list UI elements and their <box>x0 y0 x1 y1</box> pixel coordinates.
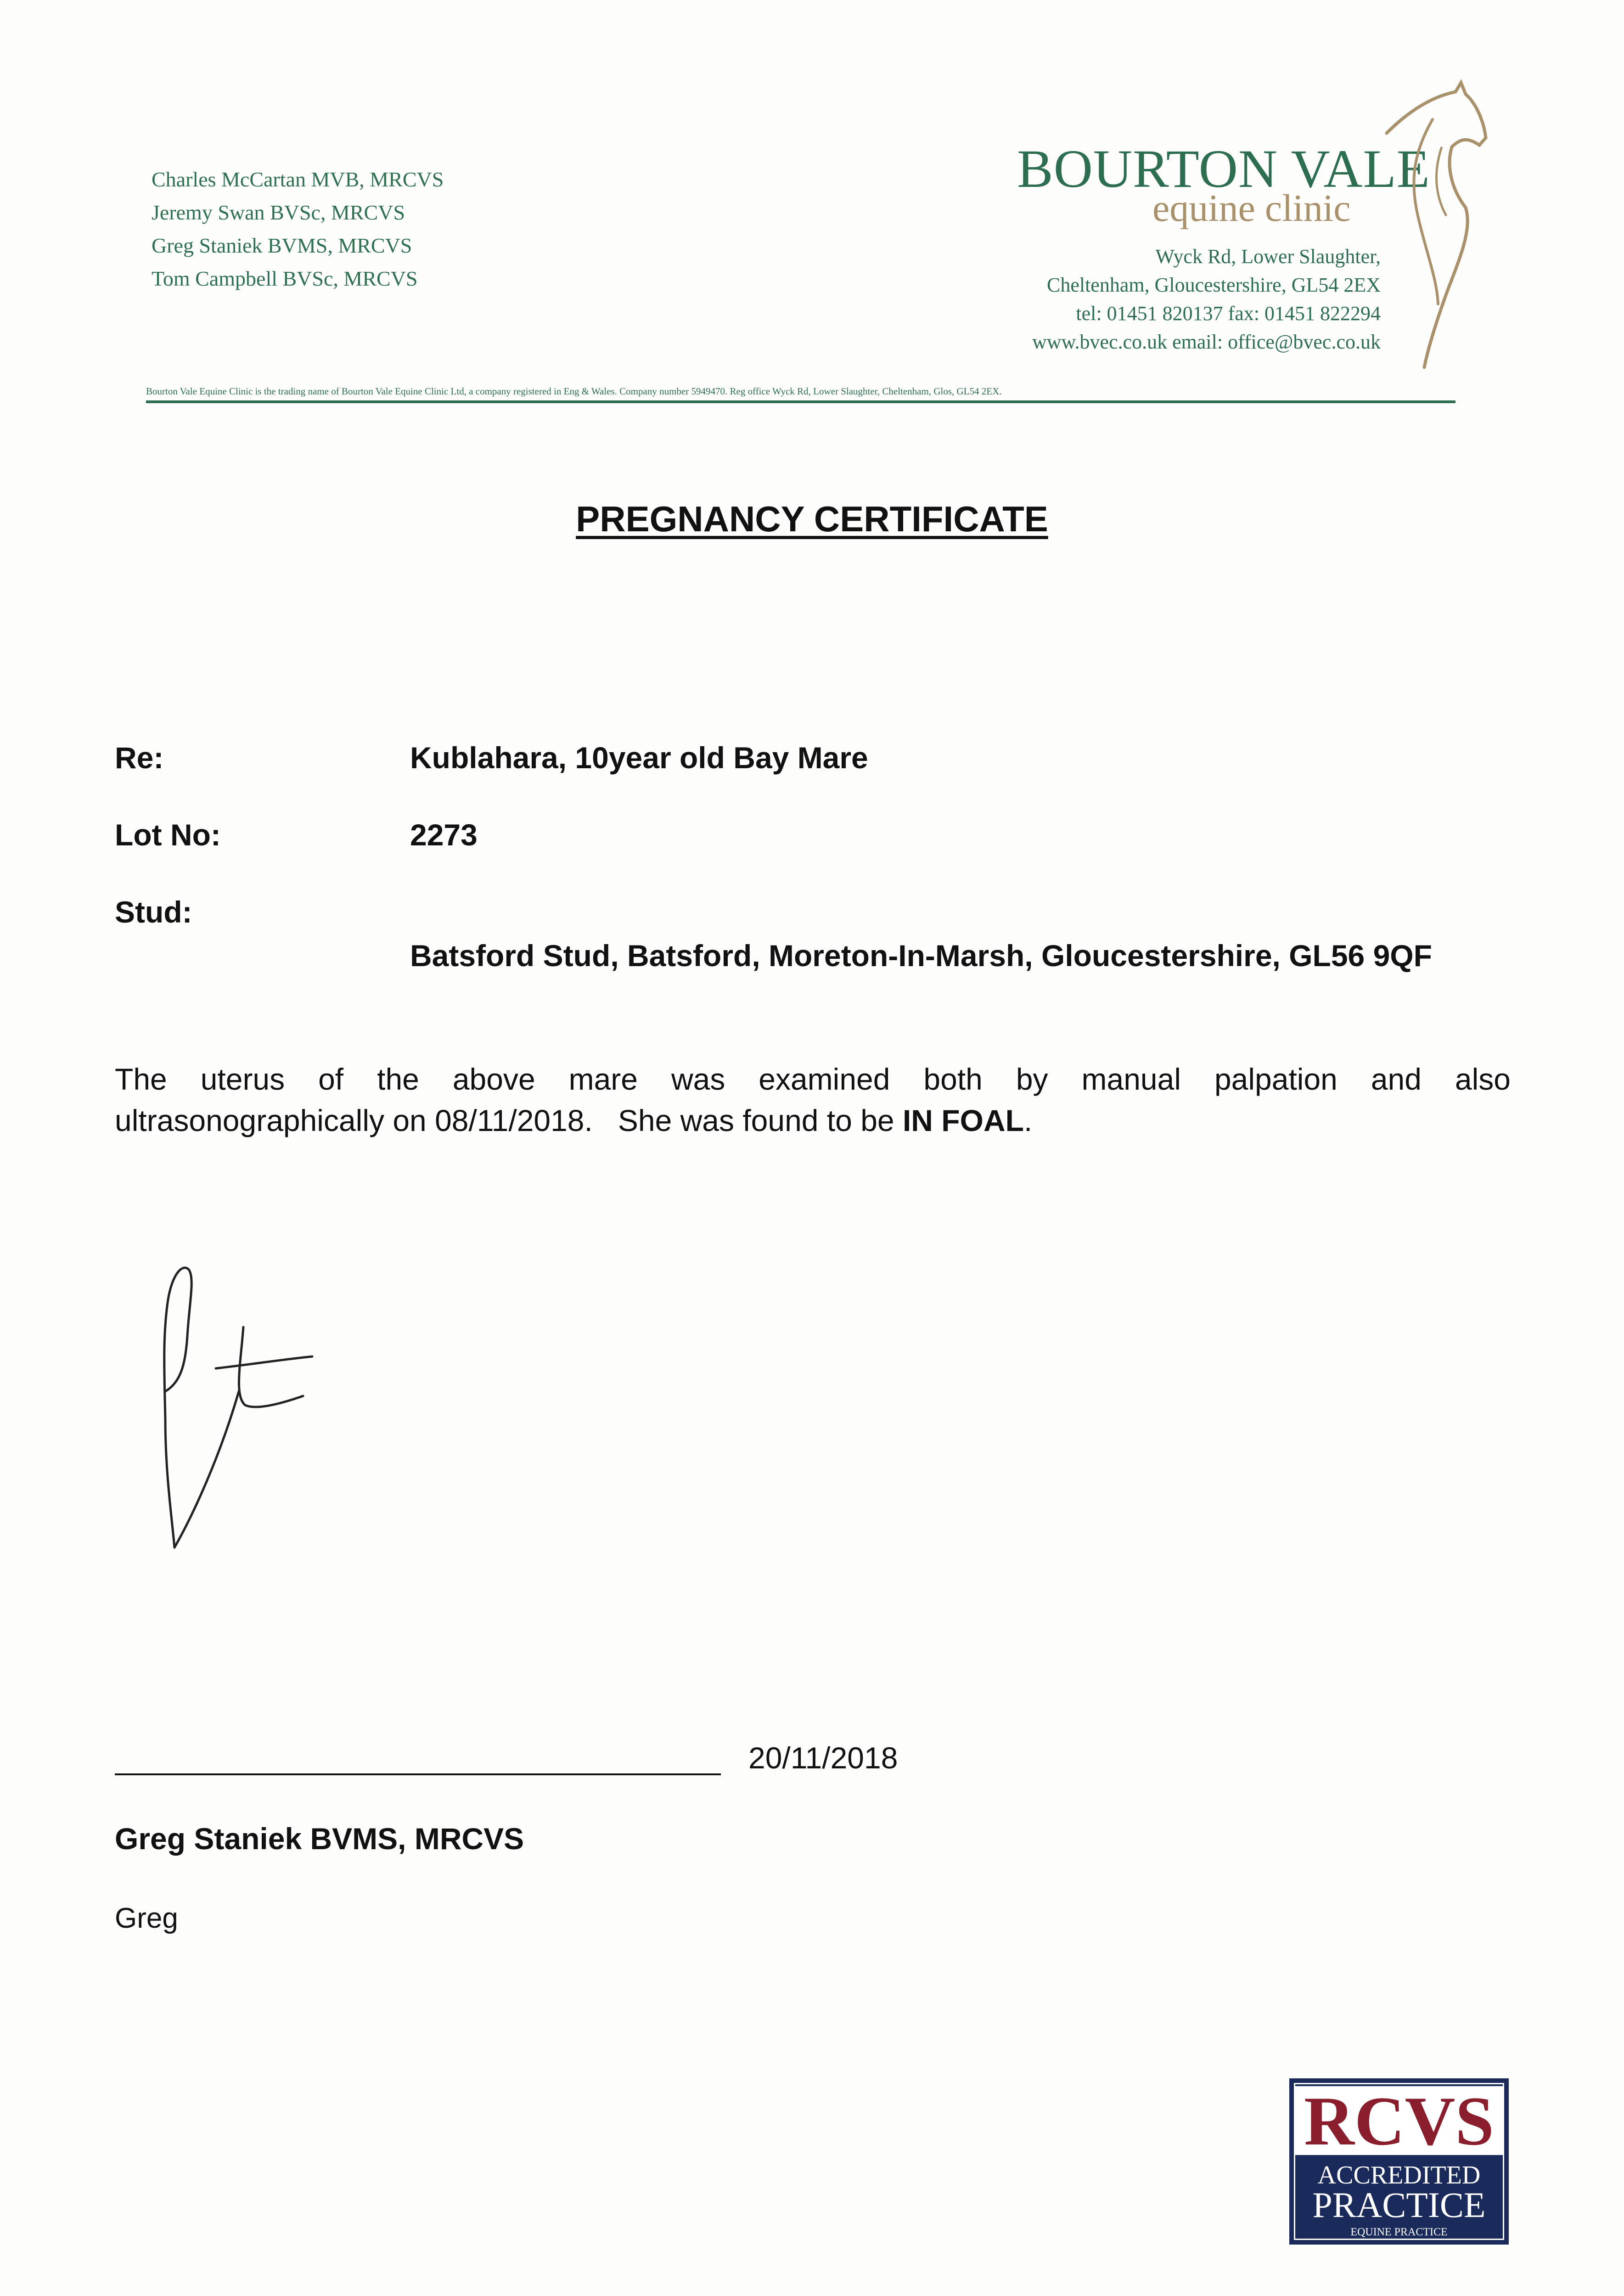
horse-logo-icon <box>1377 78 1488 372</box>
statement-text: ultrasonographically on 08/11/2018. She was found to be <box>115 1103 903 1137</box>
badge-frame <box>1294 2083 1504 2240</box>
address-line: Cheltenham, Gloucestershire, GL54 2EX <box>1046 274 1381 296</box>
rcvs-accreditation-badge <box>1289 2078 1509 2245</box>
badge-title: RCVS <box>1295 2086 1503 2155</box>
letterhead-divider <box>146 400 1455 403</box>
company-registration-note: Bourton Vale Equine Clinic is the trading name of Bourton Vale Equine Clinic Ltd, a company registered in Eng & Wales. Company number 5949470. Reg office Wyck Rd, Lower Slaughter, Cheltenham, Glos, GL54 2EX. <box>146 386 1002 397</box>
address-line: Wyck Rd, Lower Slaughter, <box>1155 245 1381 268</box>
signer-name: Greg Staniek BVMS, MRCVS <box>115 1822 524 1856</box>
badge-line-1: ACCREDITED <box>1317 2161 1481 2189</box>
certificate-date: 20/11/2018 <box>748 1741 898 1775</box>
signature-line <box>115 1773 721 1775</box>
address-line: www.bvec.co.uk email: office@bvec.co.uk <box>1032 331 1381 353</box>
re-value: Kublahara, 10year old Bay Mare <box>410 741 868 775</box>
signer-first-name: Greg <box>115 1902 178 1934</box>
lot-label: Lot No: <box>115 818 221 852</box>
clinic-address <box>1032 242 1381 356</box>
vet-name: Greg Staniek BVMS, MRCVS <box>152 234 412 257</box>
badge-line-2: PRACTICE <box>1312 2185 1486 2225</box>
statement-line-2 <box>115 1100 1511 1141</box>
statement-line-1: The uterus of the above mare was examined both by manual palpation and also <box>115 1062 1511 1096</box>
vet-list <box>152 163 444 295</box>
address-line: tel: 01451 820137 fax: 01451 822294 <box>1076 302 1381 325</box>
page-title <box>0 498 1624 540</box>
stud-value: Batsford Stud, Batsford, Moreton-In-Marsh, Gloucestershire, GL56 9QF <box>410 939 1432 973</box>
stud-label: Stud: <box>115 895 192 929</box>
page-title-text: PREGNANCY CERTIFICATE <box>576 499 1048 539</box>
clinic-subtitle: equine clinic <box>1152 187 1351 230</box>
pregnancy-result: IN FOAL <box>902 1103 1024 1137</box>
badge-line-3: EQUINE PRACTICE <box>1350 2226 1448 2238</box>
handwritten-signature <box>147 1244 326 1566</box>
vet-name: Jeremy Swan BVSc, MRCVS <box>152 201 405 224</box>
re-label: Re: <box>115 741 164 775</box>
clinic-name: BOURTON VALE <box>1017 139 1430 199</box>
vet-name: Charles McCartan MVB, MRCVS <box>152 168 444 191</box>
lot-value: 2273 <box>410 818 478 852</box>
examination-statement <box>115 1058 1511 1141</box>
statement-end: . <box>1023 1103 1033 1137</box>
vet-name: Tom Campbell BVSc, MRCVS <box>152 267 418 290</box>
